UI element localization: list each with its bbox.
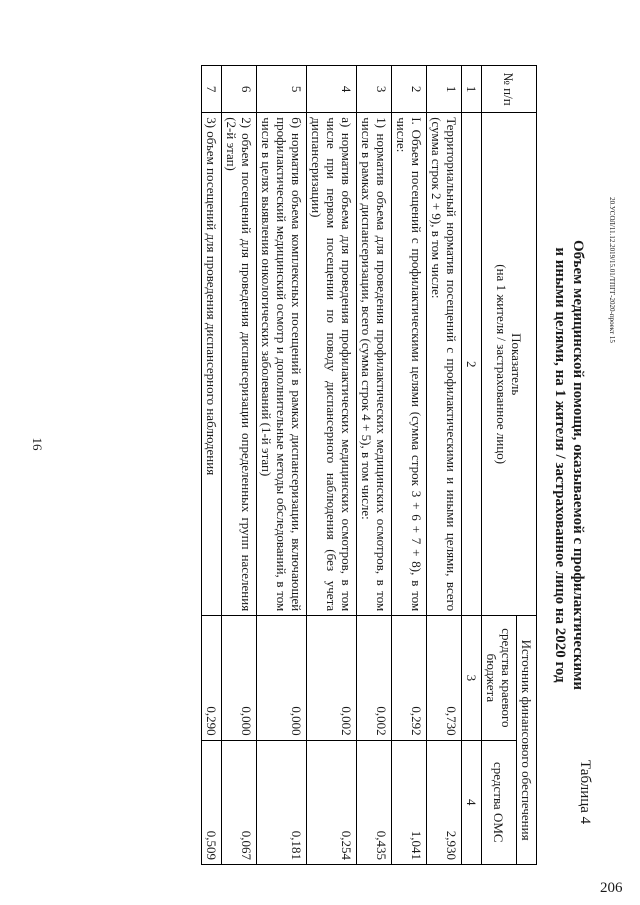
table-row	[427, 66, 462, 865]
document-title	[551, 65, 587, 865]
row-num: 6	[222, 66, 257, 113]
document-code: 20.УСОЛ/11.12.2019/15.01/ТПГГ-2020-проект 15	[608, 197, 616, 343]
title-line-2: и иными целями, на 1 жителя / застрахованное лицо на 2020 год	[552, 247, 568, 683]
row-indicator: 2) объем посещений для проведения диспансеризации определенных групп населения (2-й этап)	[222, 113, 257, 616]
row-budget: 0,292	[392, 616, 427, 740]
table-row	[307, 66, 357, 865]
header-budget: средства краевого бюджета	[482, 616, 517, 740]
rotated-page	[85, 65, 605, 865]
row-indicator: а) норматив объема для проведения профилактических медицинских осмотров, в том числе при первом посещении по поводу диспансерного наблюдения (без учета диспансеризации)	[307, 113, 357, 616]
page-number: 16	[30, 437, 45, 451]
header-row	[517, 66, 537, 865]
column-number-row	[462, 66, 482, 865]
row-budget: 0,002	[357, 616, 392, 740]
row-oms: 2,930	[427, 740, 462, 864]
col-number: 2	[462, 113, 482, 616]
table-row	[392, 66, 427, 865]
row-oms: 1,041	[392, 740, 427, 864]
row-num: 7	[202, 66, 222, 113]
table-label: Таблица 4	[577, 760, 593, 825]
row-oms: 0,067	[222, 740, 257, 864]
row-budget: 0,730	[427, 616, 462, 740]
row-oms: 0,181	[257, 740, 307, 864]
header-indicator-sublabel: (на 1 жителя / застрахованное лицо)	[494, 264, 509, 465]
table-row	[357, 66, 392, 865]
row-budget: 0,002	[307, 616, 357, 740]
table-row	[222, 66, 257, 865]
volume-table	[201, 65, 537, 865]
row-oms: 0,435	[357, 740, 392, 864]
row-indicator: 3) объем посещений для проведения диспансерного наблюдения	[202, 113, 222, 616]
row-num: 3	[357, 66, 392, 113]
row-num: 5	[257, 66, 307, 113]
col-number: 1	[462, 66, 482, 113]
row-num: 1	[427, 66, 462, 113]
page-number-bottom: 206	[600, 880, 623, 896]
header-indicator	[482, 113, 537, 616]
col-number: 3	[462, 616, 482, 740]
row-budget: 0,290	[202, 616, 222, 740]
row-num: 2	[392, 66, 427, 113]
row-oms: 0,509	[202, 740, 222, 864]
row-num: 4	[307, 66, 357, 113]
header-num: № п/п	[482, 66, 537, 113]
row-indicator: I. Объем посещений с профилактическими целями (сумма строк 3 + 6 + 7 + 8), в том числе:	[392, 113, 427, 616]
header-indicator-label: Показатель	[509, 333, 524, 396]
row-indicator: 1) норматив объема для проведения профилактических медицинских осмотров, в том числе в рамках диспансеризации, всего (сумма строк 4 + 5), в том числе:	[357, 113, 392, 616]
row-oms: 0,254	[307, 740, 357, 864]
header-source: Источник финансового обеспечения	[517, 616, 537, 865]
header-oms: средства ОМС	[482, 740, 517, 864]
table-row	[202, 66, 222, 865]
row-budget: 0,000	[257, 616, 307, 740]
row-indicator: б) норматив объема комплексных посещений в рамках диспансеризации, включающей профилактический медицинский осмотр и дополнительные методы обследований, в том числе в целях выявления онкологических заболеваний (1-й этап)	[257, 113, 307, 616]
table-row	[257, 66, 307, 865]
title-line-1: Объем медицинской помощи, оказываемой с профилактическими	[570, 239, 586, 691]
row-indicator: Территориальный норматив посещений с профилактическими и иными целями, всего (сумма строк 2 + 9), в том числе:	[427, 113, 462, 616]
row-budget: 0,000	[222, 616, 257, 740]
col-number: 4	[462, 740, 482, 864]
